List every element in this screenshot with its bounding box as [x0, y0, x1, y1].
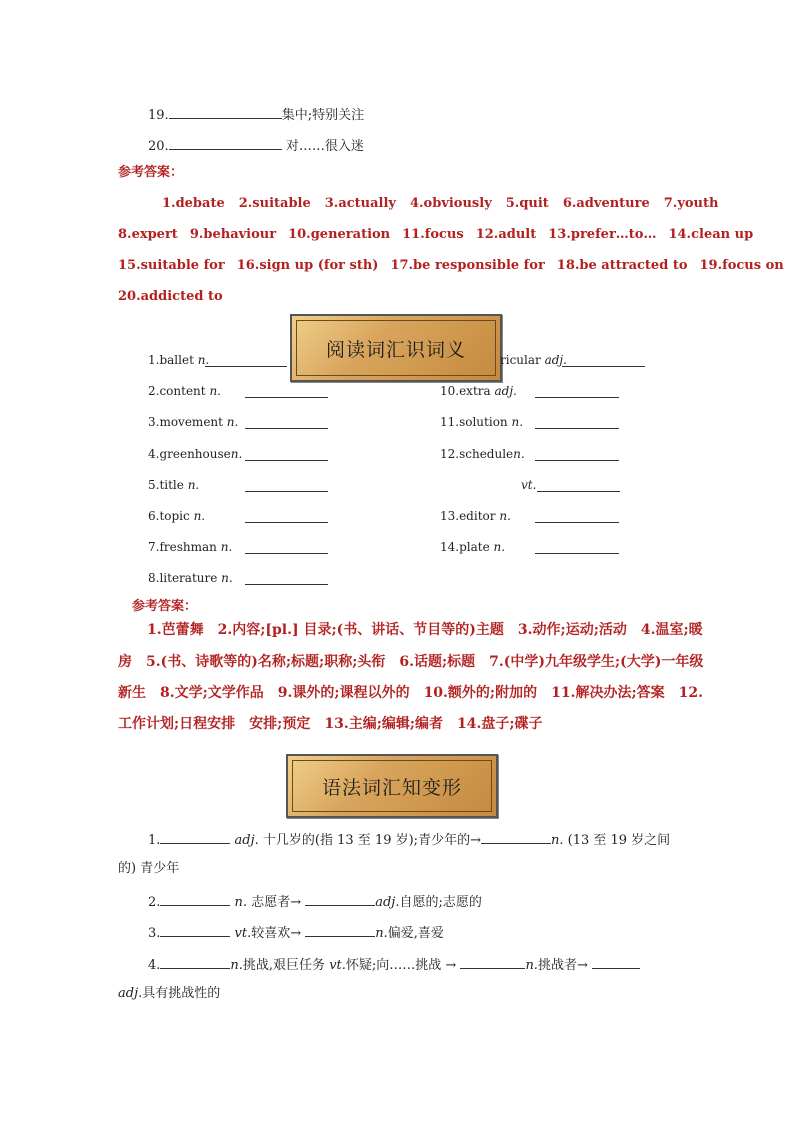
answer-blank[interactable] [537, 477, 620, 492]
answer-blank[interactable] [535, 414, 619, 429]
answer-blank[interactable] [245, 446, 328, 461]
answer-blank[interactable] [305, 891, 375, 906]
section-banner-reading [290, 314, 502, 382]
answer2-line-1: 1.芭蕾舞 2.内容;[pl.] 目录;(书、讲话、节目等的)主题 3.动作;运动;活动 4.温室;暖 [147, 622, 703, 638]
answer-blank[interactable] [245, 477, 328, 492]
vocab-left-2: 2.content n. [148, 384, 221, 398]
answer-blank[interactable] [535, 539, 619, 554]
grammar-item-4: 4. n.挑战,艰巨任务 vt.怀疑;向……挑战 → n.挑战者→ [148, 954, 640, 975]
answer-blank[interactable] [245, 414, 328, 429]
answer-row-3: 15.suitable for 16.sign up (for sth) 17.be responsible for 18.be attracted to 19.focus on [118, 258, 784, 273]
vocab-item-19: 19. 集中;特别关注 [148, 104, 364, 125]
answer-blank[interactable] [592, 954, 640, 969]
section-banner-grammar [286, 754, 498, 818]
answer-blank[interactable] [245, 570, 328, 585]
answer-blank[interactable] [535, 446, 619, 461]
answer2-line-4: 工作计划;日程安排 安排;预定 13.主编;编辑;编者 14.盘子;碟子 [118, 716, 543, 732]
answer-blank[interactable] [160, 922, 230, 937]
answer-blank[interactable] [160, 891, 230, 906]
answer-blank[interactable] [460, 954, 525, 969]
banner-title: 阅读词汇识词义 [296, 320, 496, 376]
vocab-right-13: 13.editor n. [440, 509, 511, 523]
answer-row-4: 20.addicted to [118, 289, 223, 304]
answer-blank[interactable] [481, 829, 551, 844]
vocab-item-20: 20. 对……很入迷 [148, 135, 364, 156]
vocab-right-14: 14.plate n. [440, 540, 506, 554]
answer-blank[interactable] [160, 829, 230, 844]
answer-blank[interactable] [245, 383, 328, 398]
answer2-line-3: 新生 8.文学;文学作品 9.课外的;课程以外的 10.额外的;附加的 11.解决办法;答案 12. [118, 685, 703, 701]
answer-blank[interactable] [169, 104, 282, 119]
vocab-right-10: 10.extra adj. [440, 384, 517, 398]
vocab-right-11: 11.solution n. [440, 415, 524, 429]
answer-label: 参考答案： [118, 165, 184, 180]
grammar-item-1: 1. adj. 十几岁的(指 13 至 19 岁);青少年的→ n. (13 至 19 岁之间 [148, 829, 670, 850]
answer-blank[interactable] [245, 539, 328, 554]
answer-blank[interactable] [305, 922, 375, 937]
answer-label: 参考答案： [132, 599, 198, 614]
answer-blank[interactable] [535, 383, 619, 398]
vocab-right-12-vt: vt. [521, 478, 537, 492]
answer-blank[interactable] [245, 508, 328, 523]
answer-blank[interactable] [160, 954, 230, 969]
answer-blank[interactable] [205, 352, 287, 367]
answer-blank[interactable] [535, 508, 619, 523]
vocab-left-5: 5.title n. [148, 478, 200, 492]
grammar-item-1-cont: 的) 青少年 [118, 861, 180, 876]
answer-blank[interactable] [562, 352, 645, 367]
answer-row-2: 8.expert 9.behaviour 10.generation 11.focus 12.adult 13.prefer…to… 14.clean up [118, 227, 754, 242]
grammar-item-4-cont: adj.具有挑战性的 [118, 986, 221, 1001]
vocab-left-4: 4.greenhousen. [148, 447, 243, 461]
grammar-item-2: 2. n. 志愿者→ adj.自愿的;志愿的 [148, 891, 482, 912]
answer-blank[interactable] [169, 135, 282, 150]
grammar-item-3: 3. vt.较喜欢→ n.偏爱,喜爱 [148, 922, 444, 943]
vocab-left-8: 8.literature n. [148, 571, 233, 585]
answer-row-1: 1.debate 2.suitable 3.actually 4.obviously 5.quit 6.adventure 7.youth [162, 196, 719, 211]
vocab-right-12: 12.schedulen. [440, 447, 525, 461]
vocab-left-7: 7.freshman n. [148, 540, 233, 554]
vocab-left-6: 6.topic n. [148, 509, 206, 523]
banner-title: 语法词汇知变形 [292, 760, 492, 812]
vocab-right-9: ricular adj. [500, 353, 567, 367]
vocab-left-3: 3.movement n. [148, 415, 239, 429]
vocab-left-1: 1.ballet n. [148, 353, 210, 367]
answer2-line-2: 房 5.(书、诗歌等的)名称;标题;职称;头衔 6.话题;标题 7.(中学)九年级学生;(大学)一年级 [118, 654, 704, 670]
